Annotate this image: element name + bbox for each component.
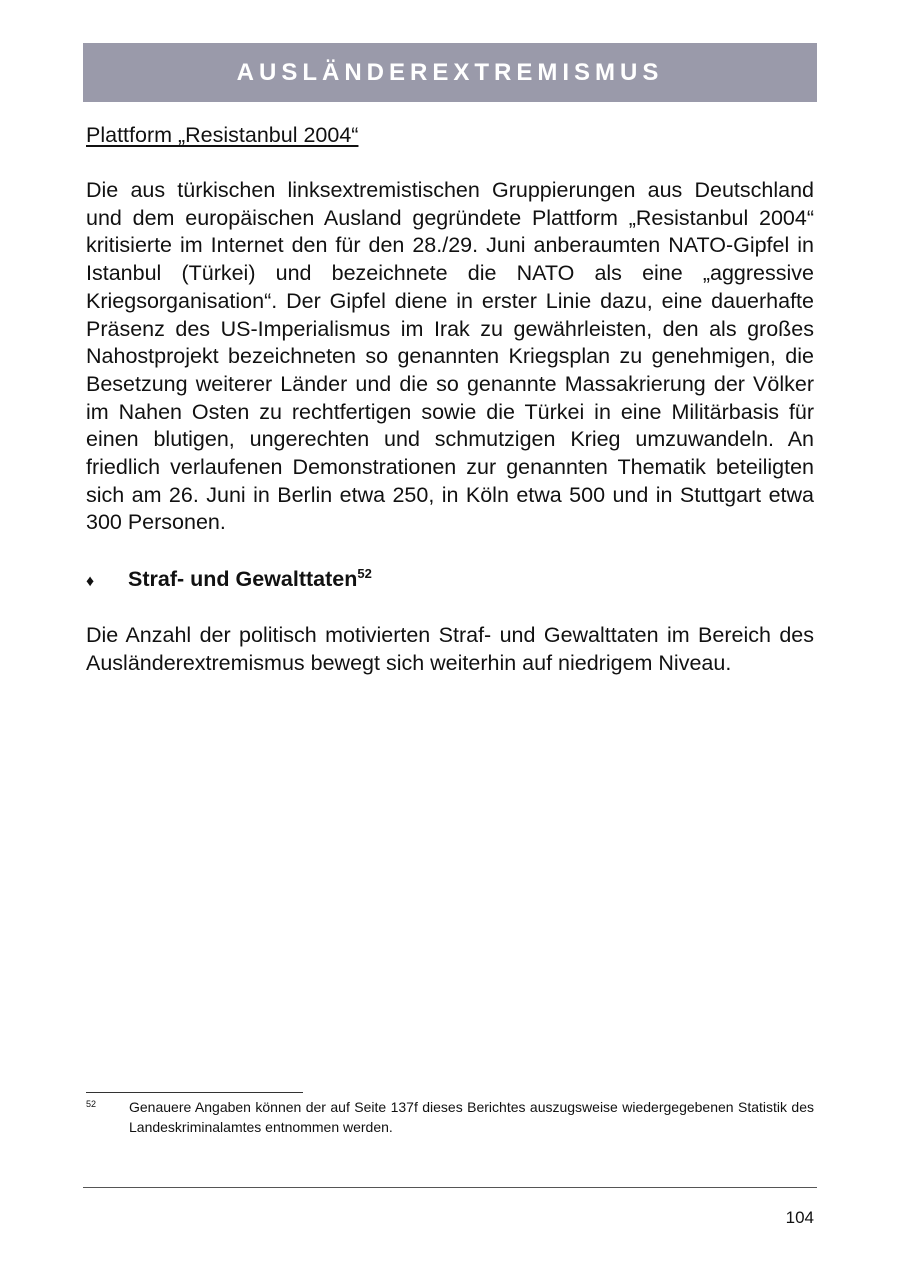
subsection-paragraph: Die Anzahl der politisch motivierten Straf- und Gewalttaten im Bereich des Ausländerextremismus bewegt sich weiterhin auf niedrigem Niveau. — [86, 623, 814, 675]
footnote-divider — [86, 1092, 303, 1093]
subsection-title-text: Straf- und Gewalttaten — [128, 567, 358, 592]
diamond-bullet-icon: ♦ — [86, 573, 95, 591]
page-number: 104 — [785, 1208, 814, 1227]
footnote — [86, 1097, 814, 1137]
footnote-number: 52 — [86, 1099, 97, 1109]
section-heading: Plattform „Resistanbul 2004“ — [86, 123, 359, 147]
chapter-title: AUSLÄNDEREXTREMISMUS — [236, 58, 664, 86]
footer-divider — [83, 1187, 817, 1188]
footnote-text: Genauere Angaben können der auf Seite 137f dieses Berichtes auszugsweise wiedergegebenen Statistik des Landeskriminalamtes entnommen werden. — [129, 1099, 814, 1135]
chapter-header — [83, 43, 817, 102]
footnote-reference[interactable]: 52 — [357, 565, 372, 581]
subsection-title — [128, 565, 372, 593]
section-paragraph: Die aus türkischen linksextremistischen Gruppierungen aus Deutschland und dem europäischen Ausland gegründete Plattform „Resistanbul 2004“ kritisierte im Internet den für den 28./29. Juni anberaumten NATO-Gipfel in Istanbul (Türkei) und bezeichnete die NATO als eine „aggressive Kriegsorganisation“. Der Gipfel diene in erster Linie dazu, eine dauerhafte Präsenz des US-Imperialismus im Irak zu gewährleisten, den als großes Nahostprojekt bezeichneten so genannten Kriegsplan zu genehmigen, die Besetzung weiterer Länder und die so genannte Massakrierung der Völker im Nahen Osten zu rechtfertigen sowie die Türkei in eine Militärbasis für einen blutigen, ungerechten und schmutzigen Krieg umzuwandeln. An friedlich verlaufenen Demonstrationen zur genannten Thematik beteiligten sich am 26. Juni in Berlin etwa 250, in Köln etwa 500 und in Stuttgart etwa 300 Personen. — [86, 178, 814, 535]
main-content — [86, 121, 814, 678]
subsection-heading — [86, 565, 814, 596]
